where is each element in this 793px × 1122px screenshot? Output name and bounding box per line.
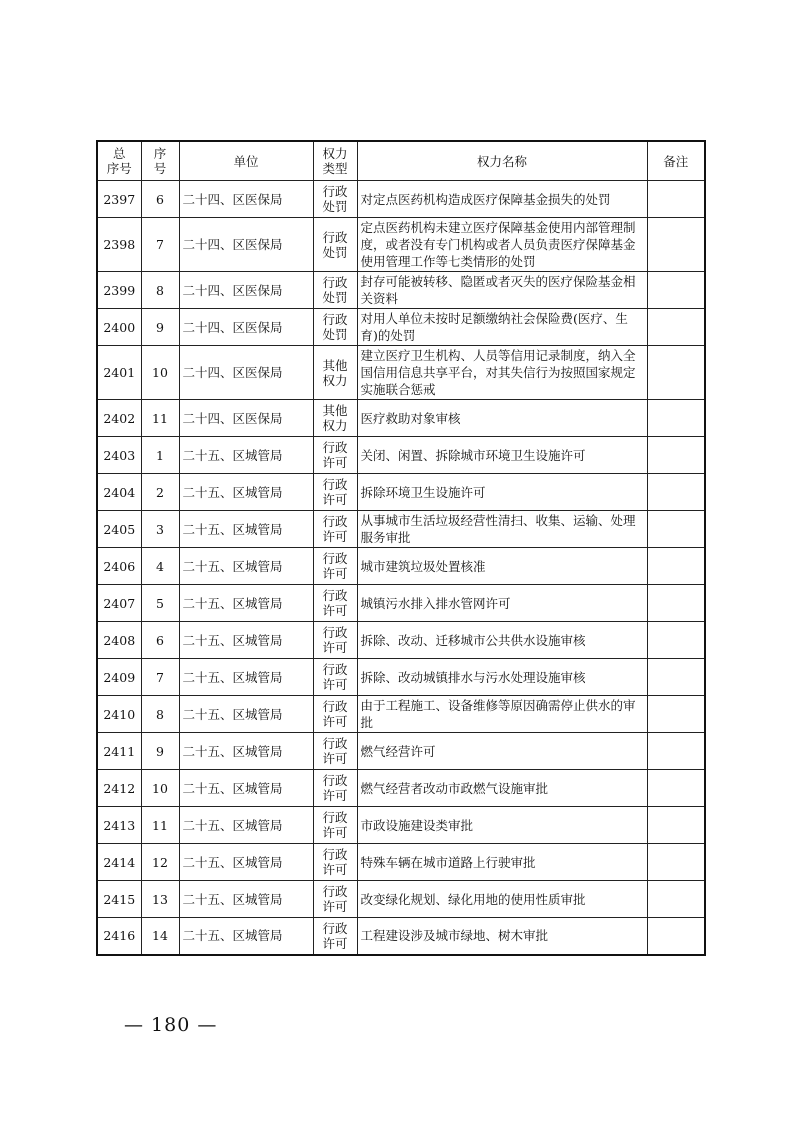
power-type-line1: 行政 [322,773,348,788]
total-seq-cell: 2403 [97,437,141,474]
remark-cell [647,272,705,309]
power-type-line1: 行政 [322,312,348,327]
power-name-cell: 定点医药机构未建立医疗保障基金使用内部管理制度，或者没有专门机构或者人员负责医疗保障基金使用管理工作等七类情形的处罚 [357,218,647,272]
power-type-cell [313,346,357,400]
power-name-cell: 燃气经营许可 [357,733,647,770]
power-type-line1: 行政 [322,440,348,455]
unit-cell: 二十五、区城管局 [179,770,313,807]
power-type-cell [313,585,357,622]
table-row [97,659,705,696]
unit-cell: 二十五、区城管局 [179,474,313,511]
seq-cell: 7 [141,659,179,696]
power-name-cell: 从事城市生活垃圾经营性清扫、收集、运输、处理服务审批 [357,511,647,548]
power-name-cell: 医疗救助对象审核 [357,400,647,437]
power-type-line1: 行政 [322,514,348,529]
seq-cell: 11 [141,807,179,844]
remark-cell [647,511,705,548]
total-seq-cell: 2399 [97,272,141,309]
seq-cell: 13 [141,881,179,918]
power-type-line2: 权力 [322,418,348,433]
total-seq-cell: 2411 [97,733,141,770]
power-type-cell [313,218,357,272]
seq-cell: 11 [141,400,179,437]
header-power-type: 权力 类型 [313,141,357,181]
power-type-cell [313,659,357,696]
power-type-line2: 许可 [322,566,348,581]
unit-cell: 二十五、区城管局 [179,733,313,770]
table-row [97,844,705,881]
unit-cell: 二十四、区医保局 [179,309,313,346]
remark-cell [647,474,705,511]
power-type-cell [313,474,357,511]
table-row [97,218,705,272]
header-seq: 序 号 [141,141,179,181]
power-type-line2: 许可 [322,935,348,951]
remark-cell [647,881,705,918]
total-seq-cell: 2413 [97,807,141,844]
unit-cell: 二十四、区医保局 [179,346,313,400]
unit-cell: 二十四、区医保局 [179,272,313,309]
unit-cell: 二十四、区医保局 [179,181,313,218]
seq-cell: 1 [141,437,179,474]
total-seq-cell: 2414 [97,844,141,881]
seq-cell: 6 [141,622,179,659]
power-name-cell: 工程建设涉及城市绿地、树木审批 [357,918,647,955]
table-row [97,272,705,309]
table-row [97,585,705,622]
power-type-line2: 处罚 [322,199,348,214]
power-name-cell: 建立医疗卫生机构、人员等信用记录制度，纳入全国信用信息共享平台，对其失信行为按照国家规定实施联合惩戒 [357,346,647,400]
unit-cell: 二十五、区城管局 [179,511,313,548]
unit-cell: 二十五、区城管局 [179,918,313,955]
total-seq-cell: 2402 [97,400,141,437]
power-type-cell [313,881,357,918]
power-type-line1: 行政 [322,810,348,825]
remark-cell [647,770,705,807]
table-row [97,346,705,400]
total-seq-cell: 2401 [97,346,141,400]
total-seq-cell: 2407 [97,585,141,622]
power-type-line2: 处罚 [322,290,348,305]
header-power-name: 权力名称 [357,141,647,181]
seq-cell: 6 [141,181,179,218]
power-type-cell [313,511,357,548]
power-type-line1: 行政 [322,699,348,714]
seq-cell: 10 [141,770,179,807]
unit-cell: 二十五、区城管局 [179,437,313,474]
power-type-line2: 许可 [322,714,348,729]
power-type-cell [313,807,357,844]
seq-cell: 2 [141,474,179,511]
remark-cell [647,346,705,400]
power-name-cell: 特殊车辆在城市道路上行驶审批 [357,844,647,881]
remark-cell [647,585,705,622]
power-type-line1: 其他 [322,403,348,418]
remark-cell [647,548,705,585]
power-type-cell [313,696,357,733]
table-row [97,770,705,807]
power-type-line2: 许可 [322,862,348,877]
remark-cell [647,309,705,346]
power-type-line1: 行政 [322,477,348,492]
power-name-cell: 对定点医药机构造成医疗保障基金损失的处罚 [357,181,647,218]
seq-cell: 8 [141,272,179,309]
seq-cell: 3 [141,511,179,548]
power-type-line1: 行政 [322,229,348,245]
table-row [97,733,705,770]
power-type-line1: 行政 [322,625,348,640]
unit-cell: 二十五、区城管局 [179,622,313,659]
power-name-cell: 市政设施建设类审批 [357,807,647,844]
seq-cell: 9 [141,309,179,346]
table-row [97,474,705,511]
total-seq-cell: 2398 [97,218,141,272]
power-type-line2: 许可 [322,899,348,914]
power-type-line2: 许可 [322,751,348,766]
total-seq-cell: 2409 [97,659,141,696]
total-seq-cell: 2410 [97,696,141,733]
power-type-line2: 权力 [322,372,348,388]
remark-cell [647,437,705,474]
power-type-line1: 行政 [322,184,348,199]
table-row [97,881,705,918]
page-number: — 180 — [124,1014,218,1036]
power-type-line1: 其他 [322,357,348,373]
power-type-line2: 处罚 [322,244,348,260]
power-type-cell [313,770,357,807]
seq-cell: 9 [141,733,179,770]
unit-cell: 二十四、区医保局 [179,218,313,272]
power-type-line2: 许可 [322,492,348,507]
power-name-cell: 拆除环境卫生设施许可 [357,474,647,511]
remark-cell [647,659,705,696]
total-seq-cell: 2415 [97,881,141,918]
power-type-cell [313,400,357,437]
power-type-line1: 行政 [322,736,348,751]
remark-cell [647,807,705,844]
remark-cell [647,400,705,437]
header-total-seq: 总 序号 [97,141,141,181]
power-type-cell [313,548,357,585]
table-row [97,181,705,218]
power-type-cell [313,437,357,474]
total-seq-cell: 2397 [97,181,141,218]
total-seq-cell: 2404 [97,474,141,511]
table-row [97,696,705,733]
remark-cell [647,733,705,770]
remark-cell [647,181,705,218]
total-seq-cell: 2408 [97,622,141,659]
unit-cell: 二十五、区城管局 [179,807,313,844]
power-name-cell: 关闭、闲置、拆除城市环境卫生设施许可 [357,437,647,474]
power-name-cell: 对用人单位未按时足额缴纳社会保险费(医疗、生育)的处罚 [357,309,647,346]
power-name-cell: 城镇污水排入排水管网许可 [357,585,647,622]
power-name-cell: 拆除、改动城镇排水与污水处理设施审核 [357,659,647,696]
power-type-cell [313,309,357,346]
power-name-cell: 拆除、改动、迁移城市公共供水设施审核 [357,622,647,659]
table-row [97,548,705,585]
power-type-line1: 行政 [322,662,348,677]
seq-cell: 7 [141,218,179,272]
power-type-cell [313,622,357,659]
seq-cell: 10 [141,346,179,400]
table-row [97,309,705,346]
table-row [97,622,705,659]
total-seq-cell: 2412 [97,770,141,807]
power-name-cell: 燃气经营者改动市政燃气设施审批 [357,770,647,807]
power-type-cell [313,844,357,881]
seq-cell: 12 [141,844,179,881]
power-type-cell [313,272,357,309]
power-name-cell: 封存可能被转移、隐匿或者灭失的医疗保险基金相关资料 [357,272,647,309]
power-type-line1: 行政 [322,588,348,603]
remark-cell [647,844,705,881]
power-type-cell [313,918,357,955]
power-type-line2: 许可 [322,788,348,803]
unit-cell: 二十四、区医保局 [179,400,313,437]
total-seq-cell: 2416 [97,918,141,955]
header-unit: 单位 [179,141,313,181]
remark-cell [647,918,705,955]
power-type-line2: 许可 [322,529,348,544]
total-seq-cell: 2406 [97,548,141,585]
header-remark: 备注 [647,141,705,181]
power-type-cell [313,181,357,218]
unit-cell: 二十五、区城管局 [179,881,313,918]
unit-cell: 二十五、区城管局 [179,659,313,696]
unit-cell: 二十五、区城管局 [179,844,313,881]
remark-cell [647,218,705,272]
power-name-cell: 由于工程施工、设备维修等原因确需停止供水的审批 [357,696,647,733]
power-type-line1: 行政 [322,275,348,290]
remark-cell [647,622,705,659]
table-body [97,181,705,955]
power-list-table [96,140,706,956]
remark-cell [647,696,705,733]
table-row [97,918,705,955]
table-row [97,807,705,844]
power-type-line1: 行政 [322,920,348,936]
power-type-line2: 许可 [322,640,348,655]
table-row [97,400,705,437]
total-seq-cell: 2405 [97,511,141,548]
power-type-line2: 处罚 [322,327,348,342]
power-type-line1: 行政 [322,884,348,899]
seq-cell: 4 [141,548,179,585]
seq-cell: 5 [141,585,179,622]
power-type-cell [313,733,357,770]
power-type-line1: 行政 [322,847,348,862]
power-type-line1: 行政 [322,551,348,566]
total-seq-cell: 2400 [97,309,141,346]
unit-cell: 二十五、区城管局 [179,696,313,733]
power-type-line2: 许可 [322,455,348,470]
unit-cell: 二十五、区城管局 [179,585,313,622]
power-type-line2: 许可 [322,677,348,692]
seq-cell: 8 [141,696,179,733]
power-type-line2: 许可 [322,603,348,618]
table-row [97,511,705,548]
power-name-cell: 改变绿化规划、绿化用地的使用性质审批 [357,881,647,918]
table-header-row [97,141,705,181]
power-type-line2: 许可 [322,825,348,840]
unit-cell: 二十五、区城管局 [179,548,313,585]
table-row [97,437,705,474]
power-name-cell: 城市建筑垃圾处置核准 [357,548,647,585]
seq-cell: 14 [141,918,179,955]
